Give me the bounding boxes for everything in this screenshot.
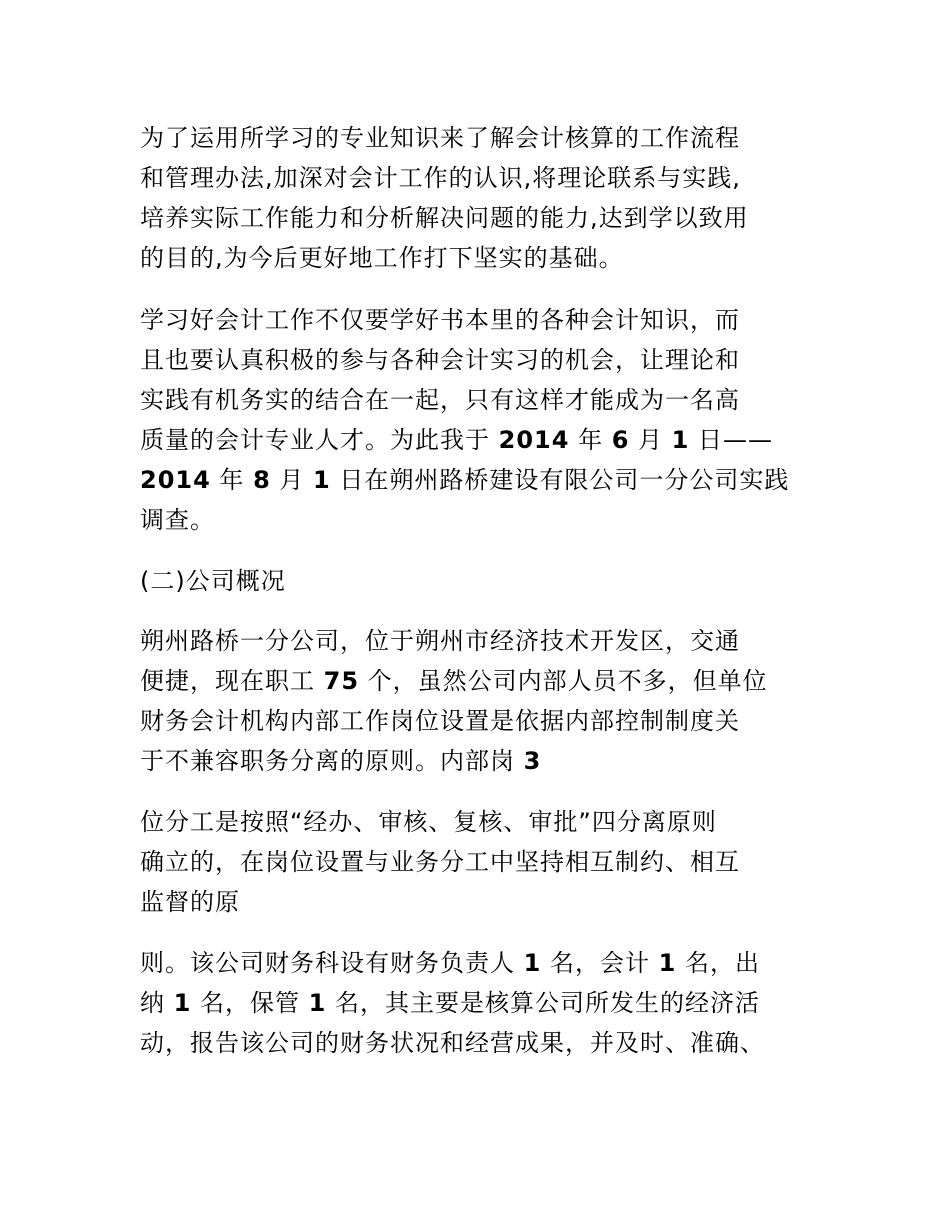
- paragraph-5-line-2: [140, 844, 740, 880]
- text-run: 位分工是按照“经办、审核、复核、审批”四分离原则: [140, 808, 717, 836]
- text-run: 质量的会计专业人才。为此我于: [140, 426, 499, 454]
- paragraph-6-line-1: [140, 945, 760, 981]
- paragraph-2-line-3: [140, 382, 740, 418]
- paragraph-2-line-4: [140, 422, 773, 458]
- text-run: 则。该公司财务科设有财务负责人: [140, 949, 524, 977]
- paragraph-2-line-1: [140, 302, 740, 338]
- paragraph-5-line-3: [140, 884, 240, 920]
- text-run: 和管理办法,加深对会计工作的认识,将理论联系与实践,: [140, 164, 741, 192]
- bold-number: 1: [671, 426, 690, 454]
- text-run: 个，虽然公司内部人员不多，但单位: [359, 667, 768, 695]
- paragraph-3-line-1: [140, 563, 286, 599]
- text-run: 为了运用所学习的专业知识来了解会计核算的工作流程: [140, 124, 740, 152]
- bold-number: 2014: [498, 426, 570, 454]
- text-run: 纳: [140, 989, 174, 1017]
- text-run: 确立的，在岗位设置与业务分工中坚持相互制约、相互: [140, 848, 740, 876]
- paragraph-4-line-1: [140, 623, 740, 659]
- text-run: 培养实际工作能力和分析解决问题的能力,达到学以致用: [140, 204, 749, 232]
- text-run: 实践有机务实的结合在一起，只有这样才能成为一名高: [140, 386, 740, 414]
- bold-number: 2014: [140, 466, 211, 494]
- text-run: 朔州路桥一分公司，位于朔州市经济技术开发区，交通: [140, 627, 740, 655]
- text-run: 学习好会计工作不仅要学好书本里的各种会计知识，而: [140, 306, 740, 334]
- paragraph-5-line-1: [140, 804, 717, 840]
- text-run: 调查。: [140, 506, 215, 534]
- text-run: 月: [270, 466, 314, 494]
- bold-number: 1: [173, 989, 192, 1017]
- bold-number: 75: [323, 667, 360, 695]
- bold-number: 1: [523, 949, 542, 977]
- bold-number: 3: [523, 747, 542, 775]
- paragraph-4-line-2: [140, 663, 768, 699]
- text-run: 便捷，现在职工: [140, 667, 324, 695]
- text-run: 监督的原: [140, 888, 240, 916]
- bold-number: 1: [658, 949, 677, 977]
- text-run: 名，其主要是核算公司所发生的经济活: [326, 989, 760, 1017]
- paragraph-2-line-6: [140, 502, 215, 538]
- paragraph-6-line-2: [140, 985, 760, 1021]
- paragraph-1-line-3: [140, 200, 749, 236]
- text-run: 年: [210, 466, 254, 494]
- bold-number: 1: [313, 466, 331, 494]
- paragraph-4-line-3: [140, 703, 740, 739]
- text-run: 名，出: [676, 949, 760, 977]
- text-run: 的目的,为今后更好地工作打下坚实的基础。: [140, 244, 624, 272]
- paragraph-2-line-5: [140, 462, 789, 498]
- text-run: 动，报告该公司的财务状况和经营成果，并及时、准确、: [140, 1029, 765, 1057]
- text-run: 财务会计机构内部工作岗位设置是依据内部控制制度关: [140, 707, 740, 735]
- text-run: 于不兼容职务分离的原则。内部岗: [140, 747, 524, 775]
- bold-number: 1: [308, 989, 327, 1017]
- text-run: 月: [629, 426, 672, 454]
- paragraph-1-line-1: [140, 120, 740, 156]
- paragraph-1-line-2: [140, 160, 741, 196]
- text-run: (二)公司概况: [140, 567, 286, 595]
- bold-number: 6: [611, 426, 630, 454]
- text-run: 日——: [689, 426, 774, 454]
- text-run: 年: [569, 426, 612, 454]
- paragraph-1-line-4: [140, 240, 624, 276]
- text-run: 名，会计: [541, 949, 659, 977]
- paragraph-6-line-3: [140, 1025, 765, 1061]
- paragraph-2-line-2: [140, 342, 740, 378]
- text-run: 名，保管: [191, 989, 309, 1017]
- paragraph-4-line-4: [140, 743, 541, 779]
- text-run: 且也要认真积极的参与各种会计实习的机会，让理论和: [140, 346, 740, 374]
- text-run: 日在朔州路桥建设有限公司一分公司实践: [330, 466, 790, 494]
- bold-number: 8: [253, 466, 271, 494]
